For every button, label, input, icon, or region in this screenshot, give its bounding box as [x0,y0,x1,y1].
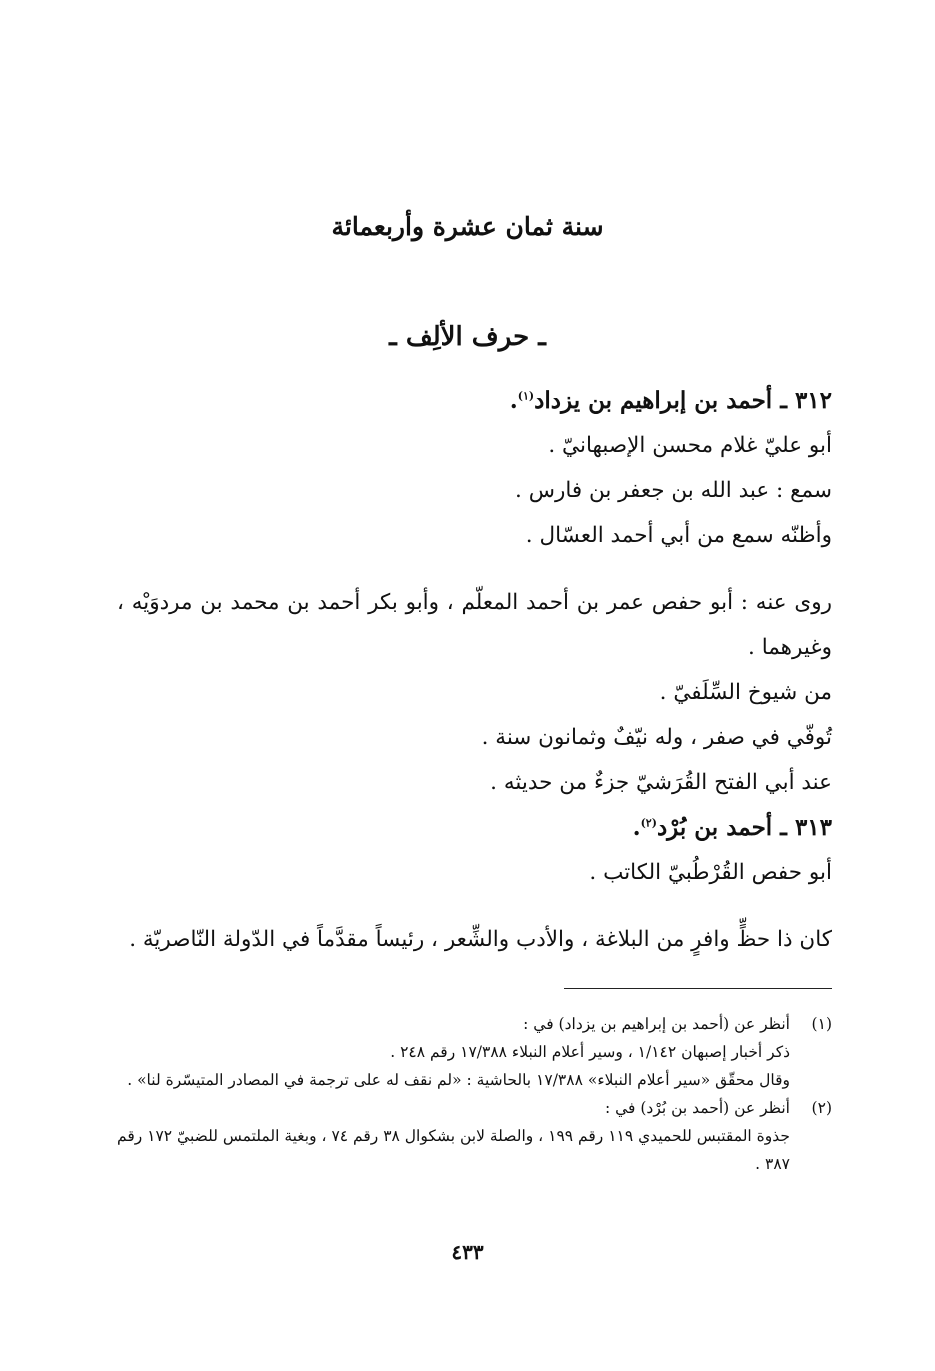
section-title: ـ حرف الألِف ـ [389,322,546,352]
entry-line: من شيوخ السِّلَفيّ . [659,680,832,705]
page-number: ٤٣٣ [451,1240,484,1264]
entry-line: وأظنّه سمع من أبي أحمد العسّال . [525,523,832,548]
footnote-line: ذكر أخبار إصبهان ١/١٤٢ ، وسير أعلام النبلاء ١٧/٣٨٨ رقم ٢٤٨ . [390,1043,790,1061]
footnote-ref[interactable]: (٢) [640,816,657,830]
chapter-title: سنة ثمان عشرة وأربعمائة [331,212,604,241]
footnote [117,1094,832,1178]
entry-heading-end: . [509,387,518,414]
paragraph-gap [117,558,832,580]
entry-paragraph: روى عنه : أبو حفص عمر بن أحمد المعلّم ، وأبو بكر أحمد بن محمد بن مردوَيْه ، وغيرهما . [117,590,832,660]
entry-heading-end: . [632,814,641,841]
entry-line: أبو حفص القُرْطُبيّ الكاتب . [589,860,832,885]
entry-heading [117,378,832,423]
footnote-line: جذوة المقتبس للحميدي ١١٩ رقم ١٩٩ ، والصلة لابن بشكوال ٣٨ رقم ٧٤ ، وبغية الملتمس للضبيّ ١٧٢ رقم ٣٨٧ . [117,1127,790,1173]
footnote-text [117,1094,790,1178]
entry-heading-text: ٣١٣ ـ أحمد بن بُرْد [656,814,832,841]
entry-heading-text: ٣١٢ ـ أحمد بن إبراهيم بن يزداد [534,387,832,414]
footnote-line: أنظر عن (أحمد بن إبراهيم بن يزداد) في : [523,1015,790,1033]
entry-line: عند أبي الفتح القُرَشيّ جزءٌ من حديثه . [490,770,832,795]
main-text [117,378,832,962]
footnote-number: (٢) [811,1099,832,1117]
footnotes [117,1010,832,1178]
footnote-divider [564,988,832,989]
entry-line: تُوفّي في صفر ، وله نيّفٌ وثمانون سنة . [481,725,832,750]
footnote-text [117,1010,790,1094]
footnote-ref[interactable]: (١) [517,389,535,403]
footnote-line: وقال محقّق «سير أعلام النبلاء» ١٧/٣٨٨ بالحاشية : «لم نقف له على ترجمة في المصادر المتيسّرة لنا» . [127,1071,790,1089]
entry-line: أبو عليّ غلام محسن الإصبهانيّ . [548,433,832,458]
footnote-number: (١) [811,1015,832,1033]
footnote [117,1010,832,1094]
entry-line: سمع : عبد الله بن جعفر بن فارس . [515,478,832,503]
entry-paragraph: كان ذا حظٍّ وافرٍ من البلاغة ، والأدب والشِّعر ، رئيساً مقدَّماً في الدّولة النّاصريّة . [129,927,832,952]
footnote-line: أنظر عن (أحمد بن بُرْد) في : [604,1099,790,1117]
entry-heading [117,805,832,850]
paragraph-gap [117,895,832,917]
